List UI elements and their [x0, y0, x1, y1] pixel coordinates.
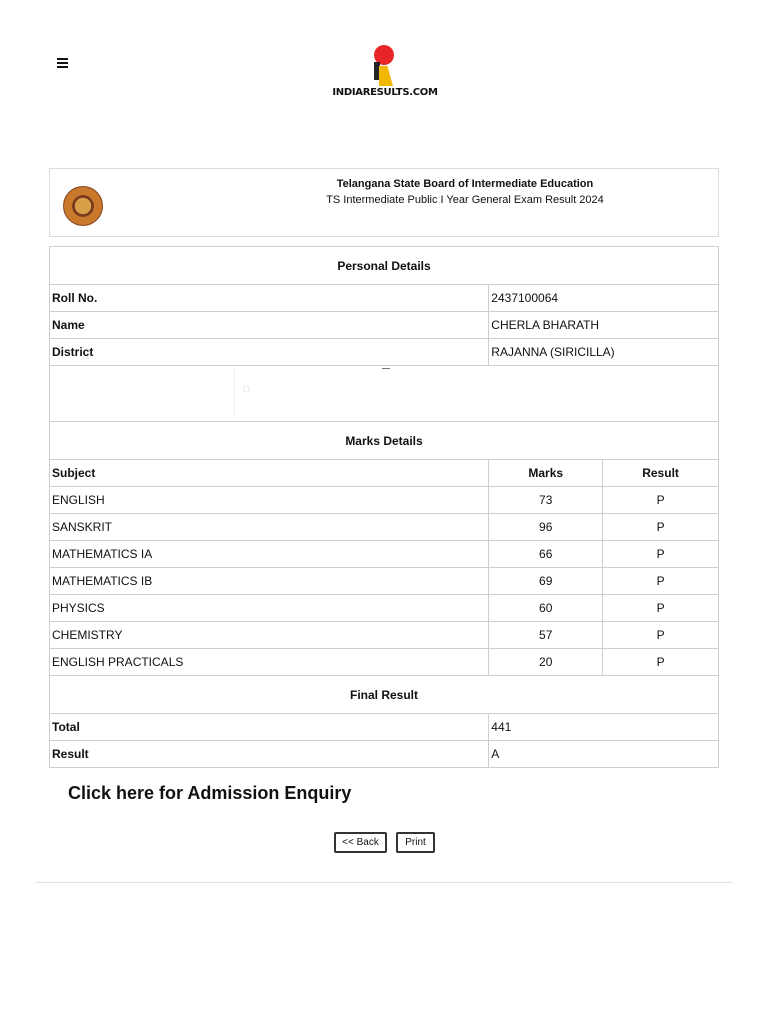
result-cell: P [603, 541, 719, 568]
back-button[interactable]: << Back [334, 832, 387, 853]
board-name: Telangana State Board of Intermediate Education [336, 178, 594, 190]
result-cell: P [603, 568, 719, 595]
marks-cell: 60 [489, 595, 603, 622]
total-value: 441 [489, 714, 719, 741]
result-cell: P [603, 649, 719, 676]
results-table [49, 246, 719, 768]
ad-slot[interactable] [50, 366, 719, 422]
table-row [50, 649, 719, 676]
result-cell: P [603, 487, 719, 514]
table-row [50, 339, 719, 366]
subject-cell: ENGLISH [50, 487, 489, 514]
marks-cell: 96 [489, 514, 603, 541]
result-header: Result [603, 460, 719, 487]
table-row [50, 541, 719, 568]
subject-cell: MATHEMATICS IB [50, 568, 489, 595]
print-button[interactable]: Print [396, 832, 435, 853]
hamburger-menu-icon[interactable] [57, 58, 71, 72]
marks-cell: 57 [489, 622, 603, 649]
subject-cell: ENGLISH PRACTICALS [50, 649, 489, 676]
footer-divider [35, 882, 733, 883]
marks-header-row [50, 460, 719, 487]
marks-cell: 73 [489, 487, 603, 514]
result-cell: P [603, 595, 719, 622]
site-logo[interactable] [330, 44, 440, 104]
admission-enquiry-link[interactable]: Click here for Admission Enquiry [68, 783, 352, 803]
table-row [50, 514, 719, 541]
district-label: District [50, 339, 489, 366]
subject-header: Subject [50, 460, 489, 487]
name-label: Name [50, 312, 489, 339]
table-row [50, 312, 719, 339]
marks-cell: 66 [489, 541, 603, 568]
board-seal-icon [63, 186, 103, 226]
table-row [50, 622, 719, 649]
logo-mark-icon [370, 44, 400, 88]
result-value: A [489, 741, 719, 768]
name-value: CHERLA BHARATH [489, 312, 719, 339]
marks-cell: 69 [489, 568, 603, 595]
result-cell: P [603, 514, 719, 541]
table-row [50, 568, 719, 595]
district-value: RAJANNA (SIRICILLA) [489, 339, 719, 366]
final-result-heading: Final Result [50, 676, 719, 714]
roll-no-value: 2437100064 [489, 285, 719, 312]
subject-cell: CHEMISTRY [50, 622, 489, 649]
table-row [50, 487, 719, 514]
broken-image-icon: ◌ [242, 380, 251, 396]
result-label: Result [50, 741, 489, 768]
subject-cell: SANSKRIT [50, 514, 489, 541]
subject-cell: PHYSICS [50, 595, 489, 622]
marks-details-heading: Marks Details [50, 422, 719, 460]
exam-name: TS Intermediate Public I Year General Exam Result 2024 [326, 194, 604, 206]
action-buttons [334, 832, 435, 853]
table-row [50, 741, 719, 768]
marks-header: Marks [489, 460, 603, 487]
logo-text: INDIARESULTS.COM [332, 87, 438, 98]
total-label: Total [50, 714, 489, 741]
roll-no-label: Roll No. [50, 285, 489, 312]
table-row [50, 595, 719, 622]
marks-cell: 20 [489, 649, 603, 676]
personal-details-heading: Personal Details [50, 247, 719, 285]
subject-cell: MATHEMATICS IA [50, 541, 489, 568]
table-row [50, 714, 719, 741]
board-header [49, 168, 719, 237]
table-row [50, 285, 719, 312]
result-cell: P [603, 622, 719, 649]
